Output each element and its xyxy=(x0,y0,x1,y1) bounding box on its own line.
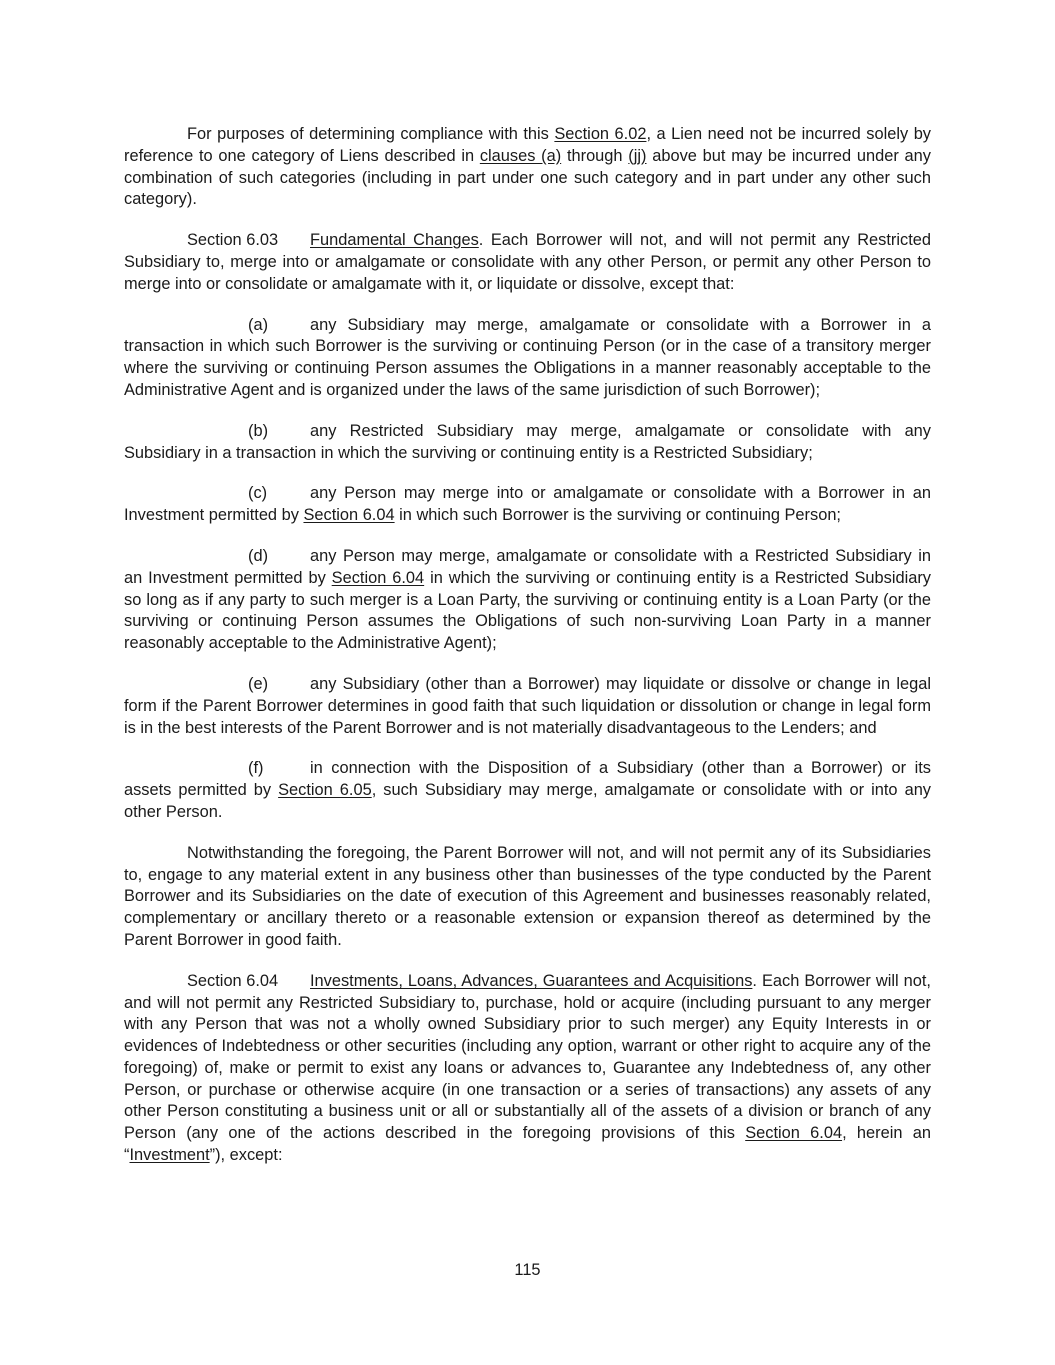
clause-e-paragraph xyxy=(124,674,931,739)
text-run: . Each Borrower will not, and will not permit any Restricted Subsidiary to, merge into or amalgamate or consolidate with any other Person, or permit any other Person to merge into or consolidate or amalgamate with it, or liquidate or dissolve, except that: xyxy=(124,231,931,293)
section-number: Section 6.03 xyxy=(187,231,279,250)
clause-label: (e) xyxy=(248,674,269,693)
section-heading: Investments, Loans, Advances, Guarantees and Acquisitions xyxy=(310,971,753,990)
clause-label: (f) xyxy=(248,759,264,778)
clause-c-paragraph xyxy=(124,483,931,527)
text-run: any Person may merge into or amalgamate or consolidate with a Borrower in an Investment permitted by xyxy=(124,484,931,525)
text-run: any Person may merge, amalgamate or consolidate with a Restricted Subsidiary in an Investment permitted by xyxy=(124,546,931,587)
text-run: Notwithstanding the foregoing, the Parent Borrower will not, and will not permit any of its Subsidiaries to, engage to any material extent in any business other than businesses of the type conducted by the Parent Borrower and its Subsidiaries on the date of execution of this Agreement and businesses reasonably related, complementary or ancillary thereto or a reasonable extension or expansion thereof as determined by the Parent Borrower in good faith. xyxy=(124,843,931,949)
section-reference-link[interactable]: Section 6.04 xyxy=(331,568,425,587)
section-reference-link[interactable]: Section 6.04 xyxy=(745,1124,843,1143)
text-run: , herein an “ xyxy=(124,1124,931,1165)
clause-label: (c) xyxy=(248,484,268,503)
text-run: in which such Borrower is the surviving or continuing Person; xyxy=(394,506,841,525)
clause-label: (d) xyxy=(248,546,269,565)
text-run: any Subsidiary (other than a Borrower) may liquidate or dissolve or change in legal form if the Parent Borrower determines in good faith that such liquidation or dissolution or change in legal form is in the best interests of the Parent Borrower and is not materially disadvantageous to the Lenders; and xyxy=(124,674,931,737)
notwithstanding-paragraph xyxy=(124,843,931,952)
page-number: 115 xyxy=(514,1261,541,1279)
defined-term: Investment xyxy=(129,1146,210,1165)
clause-label: (a) xyxy=(248,315,269,334)
text-run: For purposes of determining compliance with this xyxy=(187,125,555,143)
clause-d-paragraph xyxy=(124,546,931,655)
section-reference-link[interactable]: Section 6.02 xyxy=(554,125,647,143)
clause-reference-link[interactable]: clauses (a) xyxy=(479,146,562,165)
text-run: . Each Borrower will not, and will not permit any Restricted Subsidiary to, purchase, hold or acquire (including pursuant to any merger with any Person that was not a wholly owned Subsidiary prior to such merger) any Equity Interests in or evidences of Indebtedness or other securities (including any option, warrant or other right to acquire any of the foregoing) of, make or permit to exist any loans or advances to, Guarantee any Indebtedness of, any other Person, or purchase or otherwise acquire (in one transaction or a series of transactions) any assets of any other Person constituting a business unit or all or substantially all of the assets of a division or branch of any Person (any one of the actions described in the foregoing provisions of this xyxy=(124,971,931,1143)
text-run: above but may be incurred under any combination of such categories (including in part under one such category and in part under any other such category). xyxy=(124,146,931,209)
section-6-04-paragraph xyxy=(124,971,931,1167)
text-run: in which the surviving or continuing entity is a Restricted Subsidiary so long as if any party to such merger is a Loan Party, the surviving or continuing entity is a Loan Party (or the surviving or continuing Person assumes the Obligations of such non-surviving Loan Party in a manner reasonably acceptable to the Administrative Agent); xyxy=(124,568,932,653)
clause-label: (b) xyxy=(248,421,269,440)
document-page xyxy=(124,124,931,1186)
clause-f-paragraph xyxy=(124,758,931,823)
paragraph-lien-compliance xyxy=(124,124,931,211)
clause-b-paragraph xyxy=(124,421,931,465)
section-number: Section 6.04 xyxy=(187,971,279,990)
section-heading: Fundamental Changes xyxy=(310,231,479,250)
text-run: in connection with the Disposition of a Subsidiary (other than a Borrower) or its assets permitted by xyxy=(124,759,931,800)
text-run: any Subsidiary may merge, amalgamate or consolidate with a Borrower in a transaction in which such Borrower is the surviving or continuing Person (or in the case of a transitory merger where the surviving or continuing Person assumes the Obligations in a manner reasonably acceptable to the Administrative Agent and is organized under the laws of the same jurisdiction of such Borrower); xyxy=(124,315,931,399)
text-run: through xyxy=(561,146,629,165)
section-6-03-paragraph xyxy=(124,230,931,295)
text-run: any Restricted Subsidiary may merge, amalgamate or consolidate with any Subsidiary in a transaction in which the surviving or continuing entity is a Restricted Subsidiary; xyxy=(124,421,931,462)
text-run: ”), except: xyxy=(209,1146,283,1165)
section-reference-link[interactable]: Section 6.05 xyxy=(278,781,372,800)
clause-a-paragraph xyxy=(124,315,931,402)
text-run: , a Lien need not be incurred solely by reference to one category of Liens described in xyxy=(124,125,932,165)
text-run: , such Subsidiary may merge, amalgamate or consolidate with or into any other Person. xyxy=(124,781,932,821)
clause-reference-link[interactable]: (jj) xyxy=(628,146,647,165)
section-reference-link[interactable]: Section 6.04 xyxy=(303,506,395,525)
